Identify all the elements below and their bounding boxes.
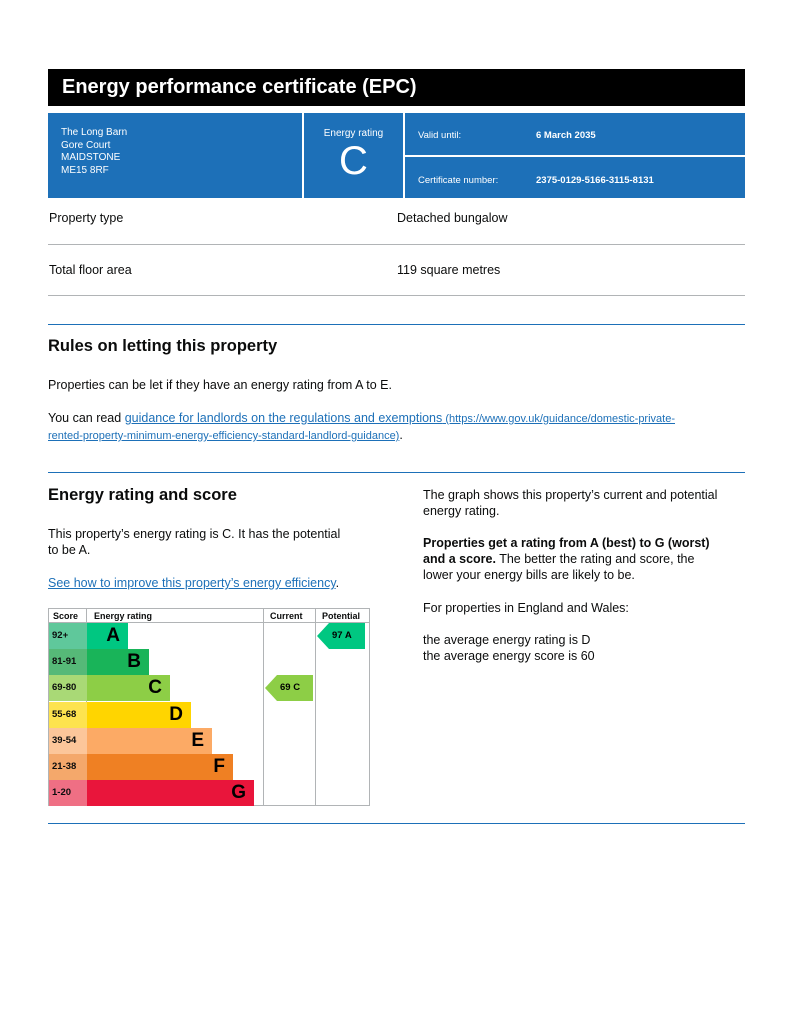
energy-rating-letter: C [339,139,368,183]
band-d: D [87,702,191,728]
valid-until-value: 6 March 2035 [536,130,596,141]
score-range-c: 69-80 [49,675,87,701]
guidance-link[interactable]: guidance for landlords on the regulations and exemptions (https://www.gov.uk/guidance/domestic-private- rented-property-minimum-energy-efficiency-standard-landlord-guidance) [48,411,675,442]
property-address [48,113,302,198]
guidance-prefix: You can read [48,411,125,425]
score-range-d: 55-68 [49,702,87,728]
energy-score-paragraph: This property’s energy rating is C. It has the potential to be A. [48,527,341,557]
certificate-number-value: 2375-0129-5166-3115-8131 [536,175,654,186]
chart-column-divider [315,609,316,805]
section-divider [48,472,745,473]
floor-area-label: Total floor area [49,263,132,277]
energy-score-heading: Energy rating and score [48,486,237,504]
improve-efficiency-link[interactable]: See how to improve this property’s energy efficiency [48,576,336,590]
property-type-label: Property type [49,211,124,225]
average-rating: the average energy rating is D [423,633,591,647]
band-f: F [87,754,233,780]
improve-paragraph: See how to improve this property’s energy efficiency. [48,576,340,590]
band-a: A [87,623,128,649]
score-range-f: 21-38 [49,754,87,780]
floor-area-row [48,246,745,296]
valid-until-box [405,113,745,155]
band-c: C [87,675,170,701]
address-line: ME15 8RF [61,164,109,176]
property-type-value: Detached bungalow [397,211,508,225]
chart-header-potential: Potential [322,611,361,621]
property-type-row [48,195,745,245]
average-info [423,632,595,664]
chart-header-rating: Energy rating [94,611,153,621]
score-range-g: 1-20 [49,780,87,806]
chart-header-score: Score [53,611,79,621]
graph-explanation: The graph shows this property’s current and potential energy rating. [423,488,718,518]
chart-header-current: Current [270,611,303,621]
score-range-e: 39-54 [49,728,87,754]
average-score: the average energy score is 60 [423,649,595,663]
score-range-a: 92+ [49,623,87,649]
potential-rating-arrow: 97 A [317,623,365,649]
address-line: MAIDSTONE [61,152,121,163]
band-g: G [87,780,254,806]
england-wales-label: For properties in England and Wales: [423,601,629,615]
chart-column-divider [263,609,264,805]
energy-rating-chart [48,608,370,806]
valid-until-label: Valid until: [418,130,462,141]
score-range-b: 81-91 [49,649,87,675]
rating-explanation: Properties get a rating from A (best) to G (worst) and a score. The better the rating and score, the lower your energy bills are likely to be. [423,536,710,582]
address-line: Gore Court [61,139,111,151]
band-b: B [87,649,149,675]
letting-guidance-paragraph [48,410,745,444]
section-divider [48,324,745,325]
address-line: The Long Barn [61,127,128,138]
letting-paragraph: Properties can be let if they have an energy rating from A to E. [48,378,392,392]
certificate-number-box [405,157,745,198]
floor-area-value: 119 square metres [397,263,501,277]
band-e: E [87,728,212,754]
guidance-suffix: . [399,428,403,442]
energy-rating-label: Energy rating [323,128,384,139]
current-rating-arrow: 69 C [265,675,313,701]
section-divider [48,823,745,824]
letting-heading: Rules on letting this property [48,337,278,355]
energy-rating-box [304,113,403,198]
certificate-number-label: Certificate number: [418,175,499,186]
page-title: Energy performance certificate (EPC) [48,69,745,106]
